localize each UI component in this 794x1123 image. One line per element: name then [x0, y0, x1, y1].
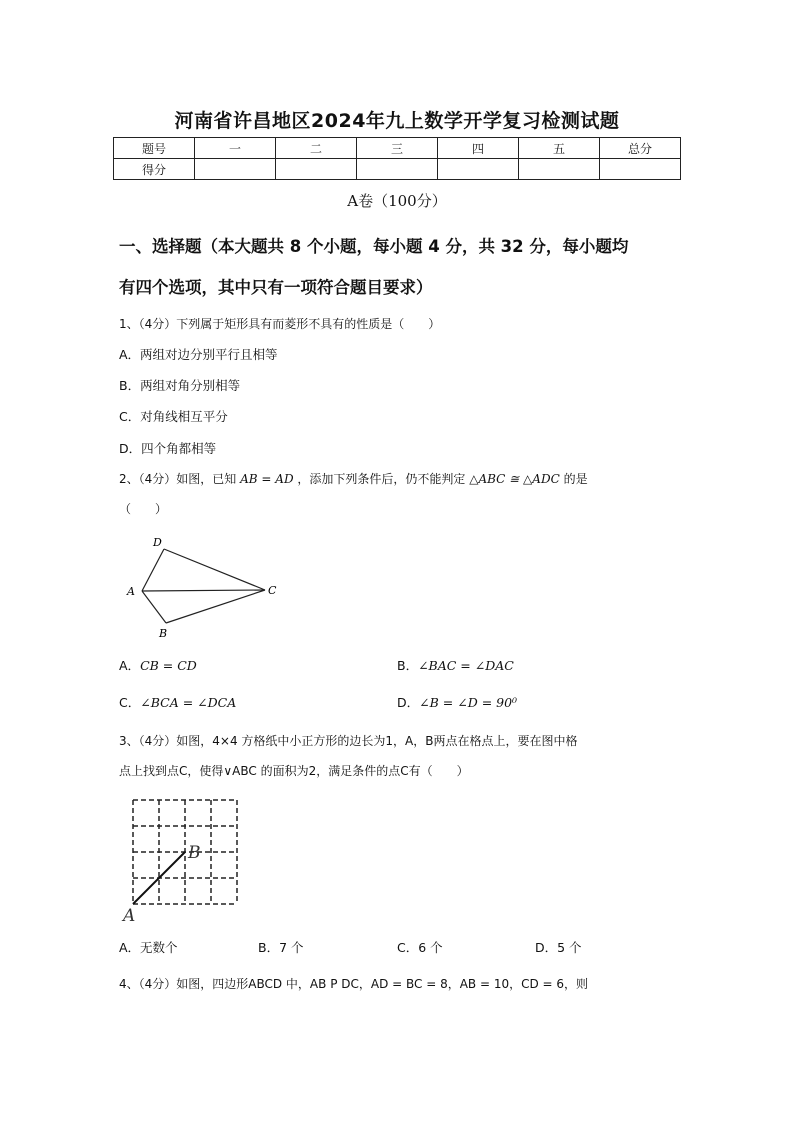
q3-label-a: A	[123, 906, 136, 924]
q2-option-d-letter: D．	[397, 695, 420, 710]
q3-option-d: D．5 个	[535, 940, 582, 955]
q2-option-d	[397, 693, 517, 711]
q1-option-d: D．四个角都相等	[119, 441, 217, 456]
q2-option-b-math: ∠BAC = ∠DAC	[418, 658, 514, 673]
q2-edge-bc	[166, 590, 265, 623]
q2-option-c-math: ∠BCA = ∠DCA	[140, 695, 237, 710]
score-table-header-row	[114, 138, 681, 159]
score-header-cell: 四	[438, 138, 519, 159]
q1-option-b: B．两组对角分别相等	[119, 378, 241, 393]
q2-option-c	[119, 693, 236, 711]
q2-label-c: C	[268, 584, 277, 597]
q3-stem-line1: 3、（4分）如图，4×4 方格纸中小正方形的边长为1，A，B两点在格点上，要在图中格	[119, 734, 578, 748]
score-cell	[357, 159, 438, 180]
q2-stem-post: 的是	[563, 472, 588, 486]
q2-diagonal-ac	[142, 590, 265, 591]
q3-grid-figure	[120, 792, 245, 924]
q2-edge-ad	[142, 549, 164, 591]
score-cell	[438, 159, 519, 180]
q2-stem-pre: 2、（4分）如图，已知	[119, 472, 237, 486]
score-cell	[519, 159, 600, 180]
q3-label-b: B	[188, 843, 201, 863]
exam-title: 河南省许昌地区2024年九上数学开学复习检测试题	[174, 110, 620, 132]
q2-option-a	[119, 656, 197, 674]
score-table-score-row	[114, 159, 681, 180]
score-header-cell: 题号	[114, 138, 195, 159]
q2-edge-ab	[142, 591, 166, 623]
q1-option-c: C．对角线相互平分	[119, 409, 228, 424]
q2-option-d-math: ∠B = ∠D = 90⁰	[419, 695, 518, 710]
q2-edge-dc	[164, 549, 265, 590]
q1-option-a: A．两组对边分别平行且相等	[119, 347, 278, 362]
part1-heading-line2: 有四个选项，其中只有一项符合题目要求）	[119, 278, 433, 297]
q3-option-a: A．无数个	[119, 940, 178, 955]
q2-option-b	[397, 656, 514, 674]
q2-option-c-letter: C．	[119, 695, 141, 710]
section-a-heading: A卷（100分）	[347, 192, 447, 210]
q3-option-c: C．6 个	[397, 940, 443, 955]
q2-label-b: B	[159, 627, 168, 640]
score-table	[113, 137, 681, 180]
score-header-cell: 五	[519, 138, 600, 159]
score-cell	[195, 159, 276, 180]
q2-stem-mid: ，添加下列条件后，仍不能判定	[297, 472, 466, 486]
q2-stem-line2: （ ）	[119, 502, 168, 516]
q2-label-a: A	[127, 585, 135, 598]
score-header-cell: 总分	[600, 138, 681, 159]
score-header-cell: 三	[357, 138, 438, 159]
q2-option-a-letter: A．	[119, 658, 141, 673]
part1-heading-line1: 一、选择题（本大题共 8 个小题，每小题 4 分，共 32 分，每小题均	[119, 237, 629, 256]
q2-option-b-letter: B．	[397, 658, 419, 673]
q2-figure-quadrilateral	[122, 533, 292, 643]
q2-label-d: D	[153, 536, 162, 549]
score-row-label: 得分	[114, 159, 195, 180]
q3-option-b: B．7 个	[258, 940, 304, 955]
q1-stem: 1、（4分）下列属于矩形具有而菱形不具有的性质是（ ）	[119, 317, 441, 331]
score-cell	[276, 159, 357, 180]
q2-stem	[119, 470, 588, 487]
score-header-cell: 二	[276, 138, 357, 159]
q4-stem: 4、（4分）如图，四边形ABCD 中，AB P DC，AD = BC = 8，AB = 10，CD = 6，则	[119, 977, 589, 991]
q2-option-a-math: CB = CD	[140, 658, 197, 673]
score-cell	[600, 159, 681, 180]
q2-stem-math-ab-ad: AB = AD	[240, 472, 294, 486]
q3-stem-line2: 点上找到点C，使得∨ABC 的面积为2，满足条件的点C有（ ）	[119, 764, 469, 778]
score-header-cell: 一	[195, 138, 276, 159]
q2-stem-math-congruent: △ABC ≅ △ADC	[469, 472, 560, 486]
